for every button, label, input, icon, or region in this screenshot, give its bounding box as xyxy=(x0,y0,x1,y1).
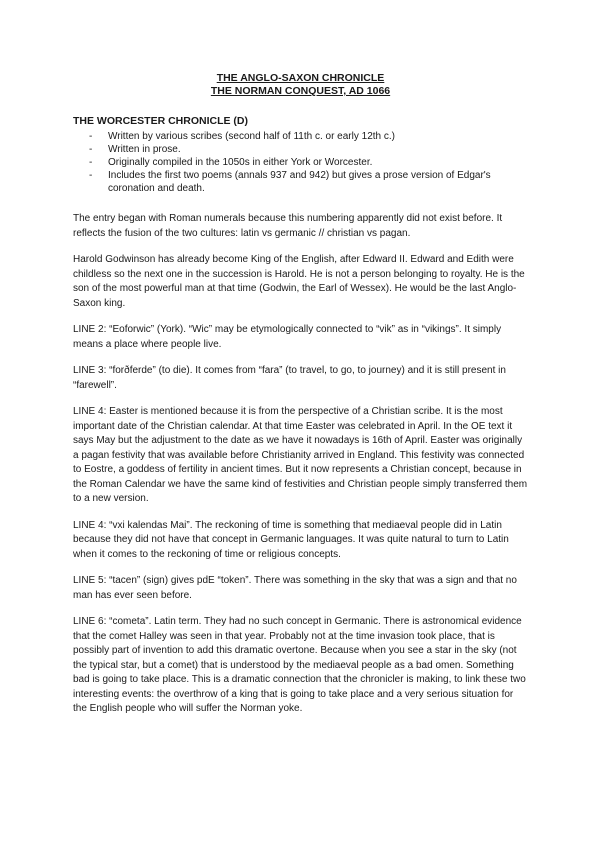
paragraph-roman-numerals: The entry began with Roman numerals because this numbering apparently did not exist before. It reflects the fusion of the two cultures: latin vs germanic // christian vs pagan. xyxy=(73,213,503,239)
paragraph-line-3: LINE 3: “forðferde” (to die). It comes from “fara” (to travel, to go, to journey) and it is still present in “farewell”. xyxy=(73,365,506,391)
section-heading: THE WORCESTER CHRONICLE (D) xyxy=(73,115,248,127)
paragraph-line-6: LINE 6: “cometa”. Latin term. They had no such concept in Germanic. There is astronomical evidence that the comet Halley was seen in that year. Probably not at the time invasion took place, that is possibly part of invention to add this dramatic overtone. Because when you see a star in the sky (not the typical star, but a comet) that is understood by the mediaeval people as a bad omen. Something bad is going to take place. This is a dramatic connection that the chronicler is making, to link these two interesting events: the overthrow of a king that is going to take place and a very serious situation for the English people who will suffer the Norman yoke. xyxy=(73,616,526,714)
bullet-item: - Written by various scribes (second half of 11th c. or early 12th c.) xyxy=(73,130,528,143)
paragraph-harold-godwinson: Harold Godwinson has already become King of the English, after Edward II. Edward and Edith were childless so the next one in the succession is Harold. He is not a person belonging to royalty. He is the son of the most powerful man at that time (Godwin, the Earl of Wessex). He would be the last Anglo-Saxon king. xyxy=(73,254,525,309)
bullet-list xyxy=(73,130,528,195)
bullet-item: - Written in prose. xyxy=(73,143,528,156)
paragraph-line-5: LINE 5: “tacen” (sign) gives pdE “token”. There was something in the sky that was a sign and that no man has ever seen before. xyxy=(73,575,517,601)
paragraph-line-2: LINE 2: “Eoforwic” (York). “Wic” may be etymologically connected to “vik” as in “vikings”. It simply means a place where people live. xyxy=(73,324,502,350)
bullet-item: - Includes the first two poems (annals 937 and 942) but gives a prose version of Edgar's coronation and death. xyxy=(73,169,528,195)
paragraph-line-4-kalendas: LINE 4: “vxi kalendas Mai”. The reckoning of time is something that mediaeval people did in Latin because they did not have that concept in Germanic languages. It was quite natural to turn to Latin when it comes to the reckoning of time or religious concepts. xyxy=(73,519,509,560)
paragraph-line-4-easter: LINE 4: Easter is mentioned because it is from the perspective of a Christian scribe. It is the most important date of the Christian calendar. At that time Easter was celebrated in April. In the OE text it says May but the adjustment to the date as we have it nowadays is 16th of April. Easter was originally a pagan festivity that was available before Christianity arrived in England. This festivity was connected to Eostre, a goddess of fertility in ancient times. But it now represents a Christian concept, because in the Roman Calendar we have the same kind of festivities and Christian people simply transferred them to a new version. xyxy=(73,406,528,504)
document-title-line-2: THE NORMAN CONQUEST, AD 1066 xyxy=(210,85,391,97)
document-title-line-1: THE ANGLO-SAXON CHRONICLE xyxy=(216,72,385,84)
document-page xyxy=(73,72,528,717)
bullet-item: - Originally compiled in the 1050s in either York or Worcester. xyxy=(73,156,528,169)
